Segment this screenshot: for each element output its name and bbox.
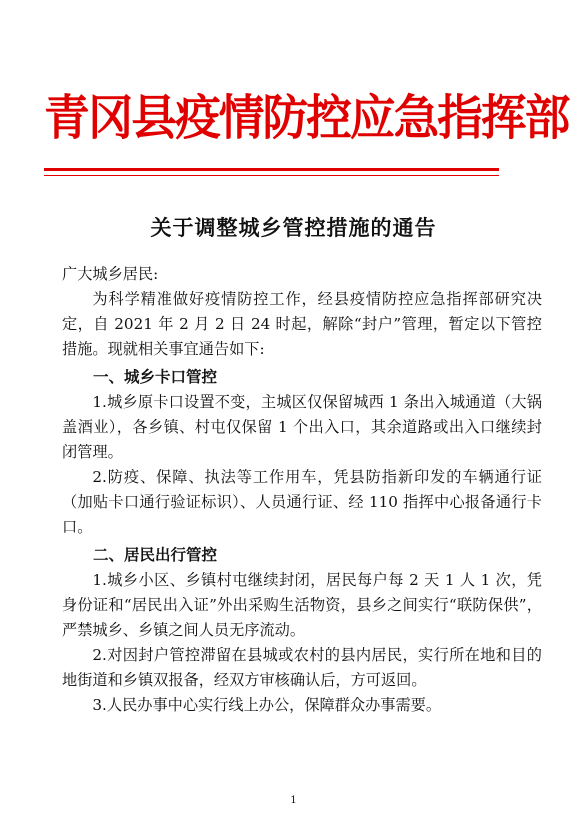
notice-body xyxy=(62,262,542,718)
list-item: 3.人民办事中心实行线上办公，保障群众办事需要。 xyxy=(92,696,442,714)
intro-paragraph: 为科学精准做好疫情防控工作，经县疫情防控应急指挥部研究决定，自 2021 年 2 月 2 日 24 时起，解除“封户”管理，暂定以下管控措施。现就相关事宜通告如下: xyxy=(62,290,542,358)
list-item: 2.防疫、保障、执法等工作用车，凭县防指新印发的车辆通行证（加贴卡口通行验证标识）、人员通行证、经 110 指挥中心报备通行卡口。 xyxy=(62,468,542,536)
list-item: 2.对因封户管控滞留在县城或农村的县内居民，实行所在地和目的地街道和乡镇双报备，经双方审核确认后，方可返回。 xyxy=(62,646,542,689)
section-heading-checkpoints: 一、城乡卡口管控 xyxy=(93,368,218,386)
notice-title: 关于调整城乡管控措施的通告 xyxy=(150,215,437,240)
page-number: 1 xyxy=(290,795,297,806)
list-item: 1.城乡小区、乡镇村屯继续封闭，居民每户每 2 天 1 人 1 次，凭身份证和“居民出入证”外出采购生活物资，县乡之间实行“联防保供”，严禁城乡、乡镇之间人员无序流动。 xyxy=(62,571,542,639)
section-heading-resident-travel: 二、居民出行管控 xyxy=(93,546,218,564)
list-item: 1.城乡原卡口设置不变，主城区仅保留城西 1 条出入城通道（大锅盖酒业），各乡镇、村屯仅保留 1 个出入口，其余道路或出入口继续封闭管理。 xyxy=(62,393,542,461)
header-divider-thin xyxy=(44,175,499,176)
header-divider-thick xyxy=(44,168,499,171)
salutation: 广大城乡居民: xyxy=(62,265,159,283)
organization-header-title: 青冈县疫情防控应急指挥部 xyxy=(44,90,569,146)
